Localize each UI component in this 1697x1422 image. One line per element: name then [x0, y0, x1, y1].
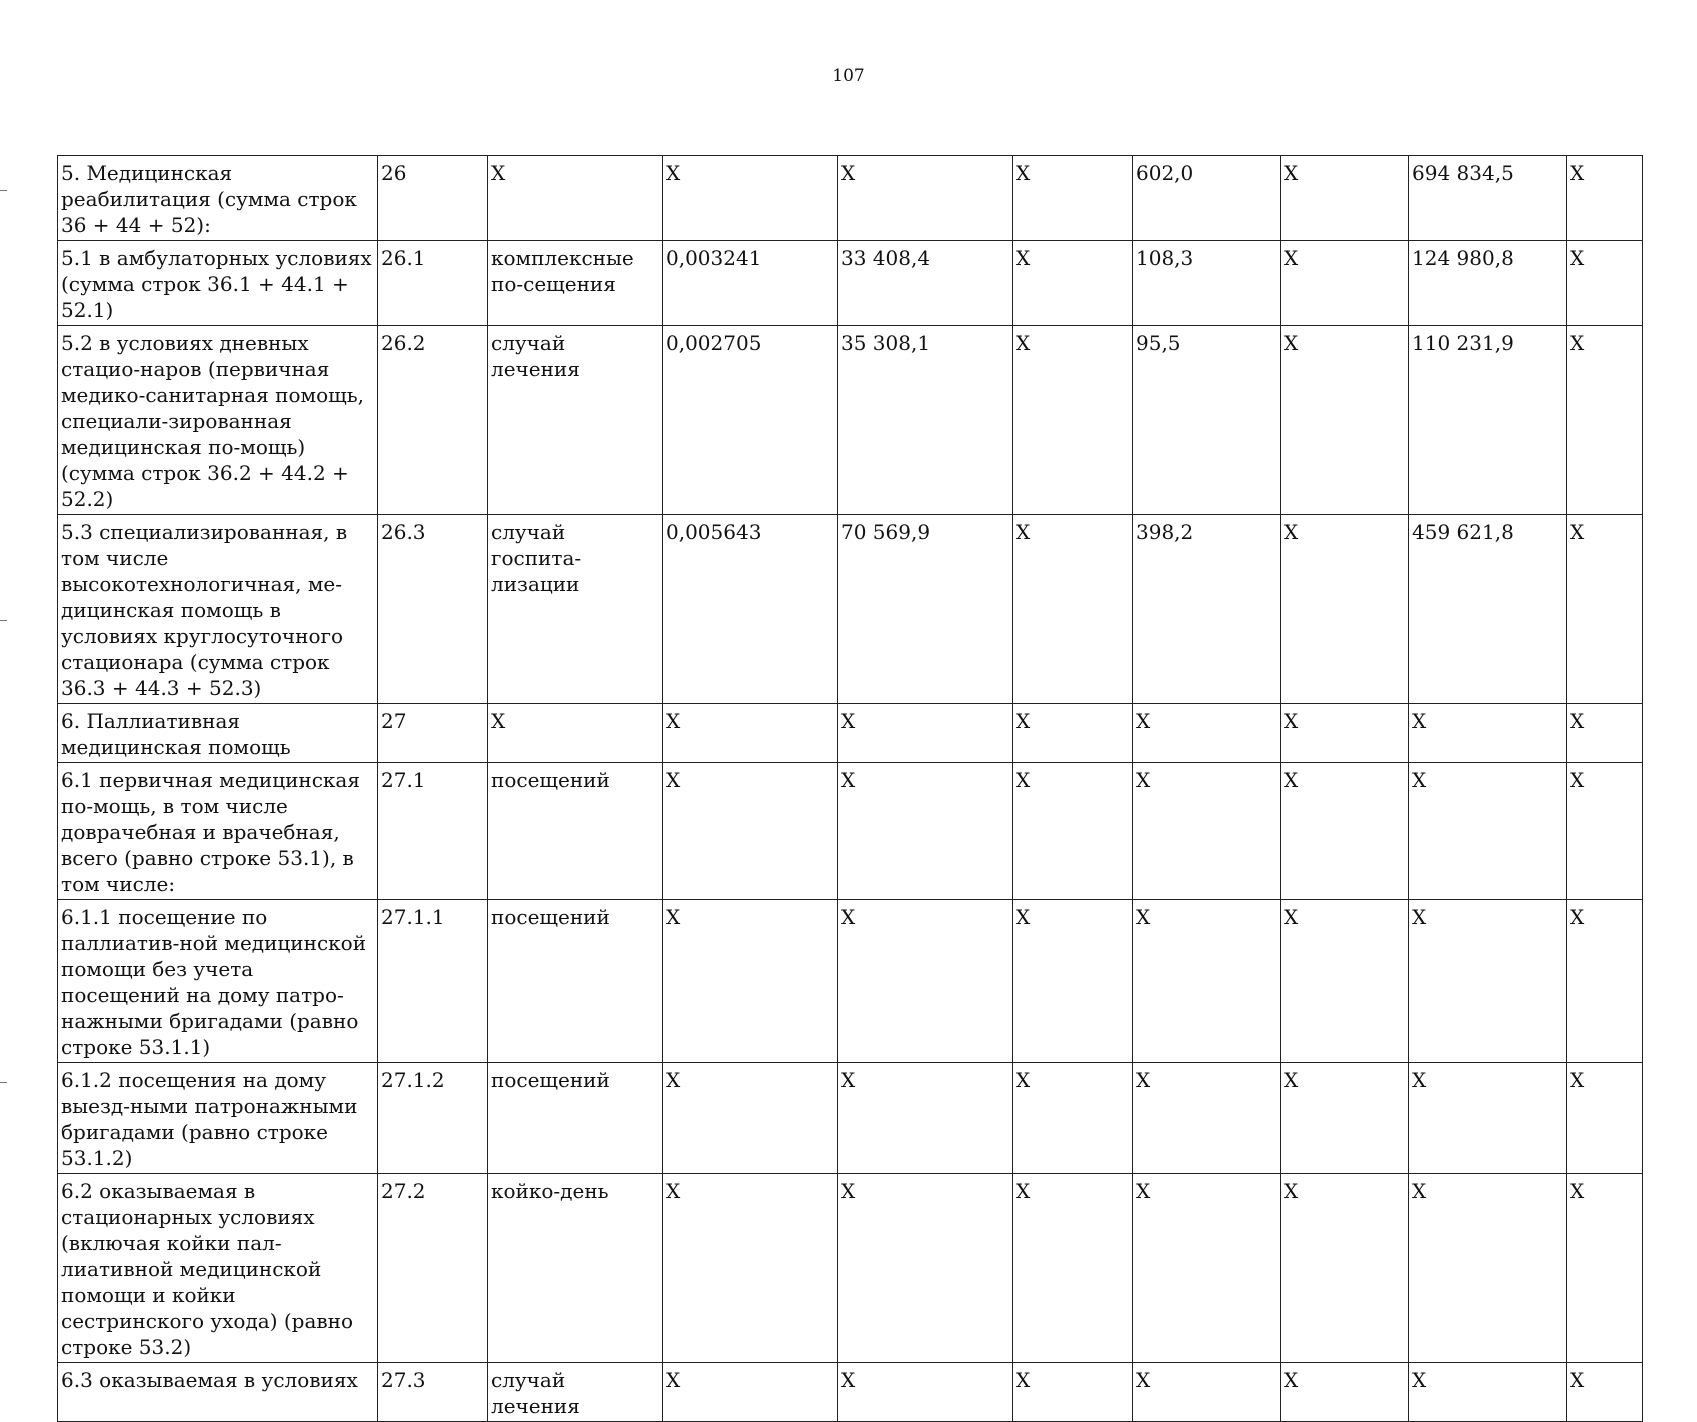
- row-code-cell: 26.2: [378, 326, 488, 515]
- table-row: [58, 763, 1643, 900]
- cell-col5: X: [838, 1363, 1013, 1422]
- cell-col9: 694 834,5: [1409, 156, 1567, 241]
- cell-col8: X: [1281, 515, 1409, 704]
- cell-col5: X: [838, 763, 1013, 900]
- cell-col5: X: [838, 1174, 1013, 1363]
- cell-col9: 124 980,8: [1409, 241, 1567, 326]
- cell-col7: 398,2: [1133, 515, 1281, 704]
- table-row: [58, 156, 1643, 241]
- cell-col10: X: [1567, 156, 1643, 241]
- row-code-cell: 27.3: [378, 1363, 488, 1422]
- table-row: [58, 326, 1643, 515]
- cell-col10: X: [1567, 704, 1643, 763]
- table-row: [58, 1063, 1643, 1174]
- row-name-cell: 6.2 оказываемая в стационарных условиях (включая койки пал-лиативной медицинской помощи и койки сестринского ухода) (равно строке 53.2): [58, 1174, 378, 1363]
- cell-col8: X: [1281, 1174, 1409, 1363]
- row-code-cell: 27: [378, 704, 488, 763]
- row-name-cell: 6. Паллиативная медицинская помощь: [58, 704, 378, 763]
- unit-cell: посещений: [488, 1063, 663, 1174]
- cell-col4: X: [663, 156, 838, 241]
- unit-cell: койко-день: [488, 1174, 663, 1363]
- unit-cell: случай госпита-лизации: [488, 515, 663, 704]
- row-code-cell: 27.2: [378, 1174, 488, 1363]
- cell-col9: X: [1409, 1063, 1567, 1174]
- data-table: [57, 155, 1643, 1422]
- row-name-cell: 6.3 оказываемая в условиях: [58, 1363, 378, 1422]
- row-name-cell: 5.3 специализированная, в том числе высокотехнологичная, ме-дицинская помощь в условиях круглосуточного стационара (сумма строк 36.3 + 44.3 + 52.3): [58, 515, 378, 704]
- cell-col7: 602,0: [1133, 156, 1281, 241]
- cell-col6: X: [1013, 1174, 1133, 1363]
- cell-col6: X: [1013, 326, 1133, 515]
- cell-col7: X: [1133, 1063, 1281, 1174]
- cell-col7: 108,3: [1133, 241, 1281, 326]
- row-name-cell: 5. Медицинская реабилитация (сумма строк 36 + 44 + 52):: [58, 156, 378, 241]
- cell-col10: X: [1567, 900, 1643, 1063]
- scan-edge-mark: [0, 620, 7, 621]
- unit-cell: случай лечения: [488, 326, 663, 515]
- cell-col8: X: [1281, 763, 1409, 900]
- cell-col8: X: [1281, 900, 1409, 1063]
- row-name-cell: 5.1 в амбулаторных условиях (сумма строк 36.1 + 44.1 + 52.1): [58, 241, 378, 326]
- cell-col6: X: [1013, 241, 1133, 326]
- cell-col6: X: [1013, 515, 1133, 704]
- row-code-cell: 26.1: [378, 241, 488, 326]
- cell-col7: X: [1133, 1363, 1281, 1422]
- cell-col7: 95,5: [1133, 326, 1281, 515]
- cell-col7: X: [1133, 763, 1281, 900]
- cell-col5: X: [838, 900, 1013, 1063]
- cell-col9: X: [1409, 1174, 1567, 1363]
- cell-col7: X: [1133, 900, 1281, 1063]
- cell-col10: X: [1567, 241, 1643, 326]
- cell-col4: X: [663, 763, 838, 900]
- row-name-cell: 5.2 в условиях дневных стацио-наров (первичная медико-санитарная помощь, специали-зированная медицинская по-мощь) (сумма строк 36.2 + 44.2 + 52.2): [58, 326, 378, 515]
- cell-col9: X: [1409, 1363, 1567, 1422]
- table-row: [58, 1174, 1643, 1363]
- cell-col4: X: [663, 704, 838, 763]
- cell-col4: 0,003241: [663, 241, 838, 326]
- unit-cell: посещений: [488, 900, 663, 1063]
- row-code-cell: 26: [378, 156, 488, 241]
- cell-col4: 0,005643: [663, 515, 838, 704]
- table-row: [58, 515, 1643, 704]
- cell-col9: 459 621,8: [1409, 515, 1567, 704]
- cell-col8: X: [1281, 1363, 1409, 1422]
- unit-cell: комплексные по-сещения: [488, 241, 663, 326]
- cell-col9: X: [1409, 704, 1567, 763]
- table-row: [58, 241, 1643, 326]
- cell-col10: X: [1567, 1063, 1643, 1174]
- cell-col7: X: [1133, 704, 1281, 763]
- table-row: [58, 900, 1643, 1063]
- table-row: [58, 704, 1643, 763]
- cell-col5: 35 308,1: [838, 326, 1013, 515]
- row-code-cell: 27.1.1: [378, 900, 488, 1063]
- cell-col6: X: [1013, 1063, 1133, 1174]
- row-code-cell: 27.1: [378, 763, 488, 900]
- unit-cell: случай лечения: [488, 1363, 663, 1422]
- cell-col10: X: [1567, 515, 1643, 704]
- cell-col6: X: [1013, 156, 1133, 241]
- cell-col6: X: [1013, 900, 1133, 1063]
- cell-col10: X: [1567, 326, 1643, 515]
- cell-col5: X: [838, 704, 1013, 763]
- cell-col6: X: [1013, 704, 1133, 763]
- cell-col5: 33 408,4: [838, 241, 1013, 326]
- cell-col5: X: [838, 1063, 1013, 1174]
- cell-col8: X: [1281, 241, 1409, 326]
- unit-cell: посещений: [488, 763, 663, 900]
- unit-cell: X: [488, 704, 663, 763]
- cell-col8: X: [1281, 156, 1409, 241]
- row-name-cell: 6.1 первичная медицинская по-мощь, в том числе доврачебная и врачебная, всего (равно строке 53.1), в том числе:: [58, 763, 378, 900]
- cell-col8: X: [1281, 1063, 1409, 1174]
- cell-col4: X: [663, 900, 838, 1063]
- cell-col10: X: [1567, 763, 1643, 900]
- cell-col4: 0,002705: [663, 326, 838, 515]
- scan-edge-mark: [0, 190, 7, 191]
- cell-col5: 70 569,9: [838, 515, 1013, 704]
- page-number: 107: [832, 66, 865, 86]
- cell-col10: X: [1567, 1363, 1643, 1422]
- cell-col7: X: [1133, 1174, 1281, 1363]
- cell-col5: X: [838, 156, 1013, 241]
- cell-col4: X: [663, 1063, 838, 1174]
- table-row: [58, 1363, 1643, 1422]
- cell-col10: X: [1567, 1174, 1643, 1363]
- cell-col4: X: [663, 1174, 838, 1363]
- cell-col9: X: [1409, 763, 1567, 900]
- cell-col4: X: [663, 1363, 838, 1422]
- row-name-cell: 6.1.1 посещение по паллиатив-ной медицинской помощи без учета посещений на дому патро-нажными бригадами (равно строке 53.1.1): [58, 900, 378, 1063]
- cell-col6: X: [1013, 1363, 1133, 1422]
- cell-col6: X: [1013, 763, 1133, 900]
- cell-col9: 110 231,9: [1409, 326, 1567, 515]
- row-code-cell: 26.3: [378, 515, 488, 704]
- unit-cell: X: [488, 156, 663, 241]
- scan-edge-mark: [0, 1082, 7, 1083]
- cell-col8: X: [1281, 326, 1409, 515]
- cell-col8: X: [1281, 704, 1409, 763]
- row-code-cell: 27.1.2: [378, 1063, 488, 1174]
- cell-col9: X: [1409, 900, 1567, 1063]
- row-name-cell: 6.1.2 посещения на дому выезд-ными патронажными бригадами (равно строке 53.1.2): [58, 1063, 378, 1174]
